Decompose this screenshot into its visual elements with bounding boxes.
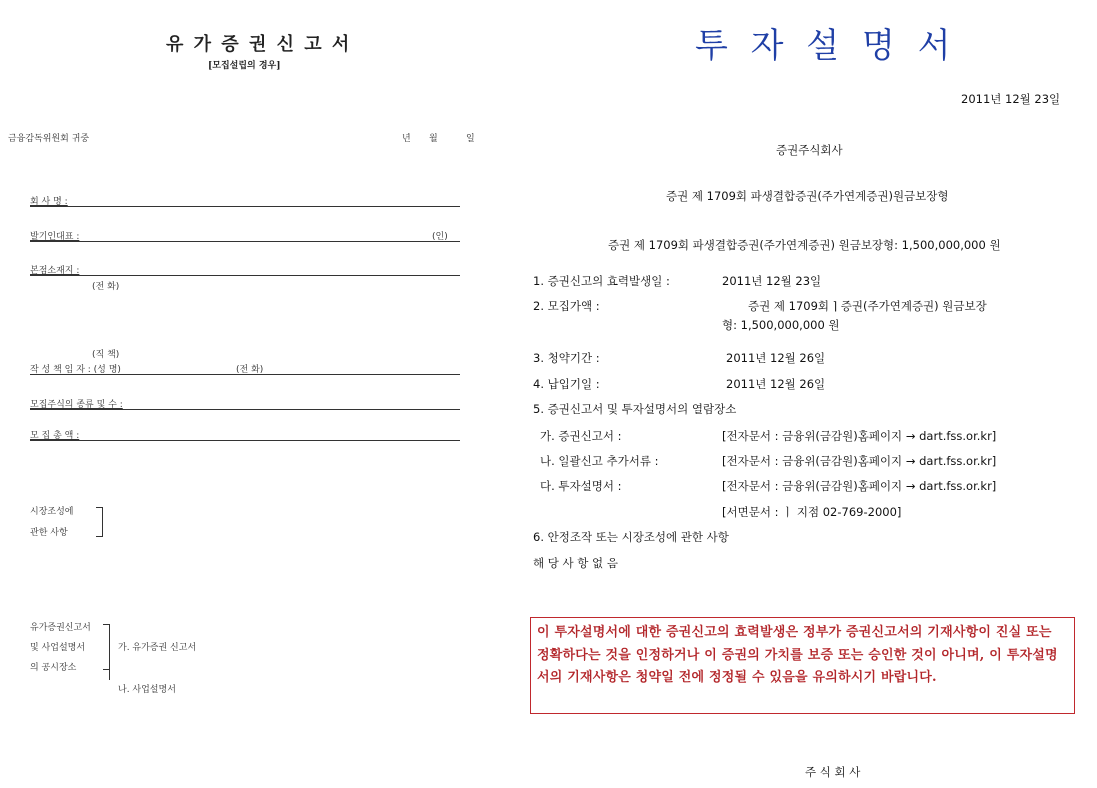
market-making-line2: 관한 사항 (30, 528, 68, 538)
place-a-value: [전자문서 : 금융위(금감원)홈페이지 → dart.fss.or.kr] (722, 429, 997, 443)
footer-company: 주 식 회 사 (805, 765, 861, 779)
disclosure-item-a: 가. 유가증권 신고서 (118, 643, 197, 653)
item-1-label: 1. 증권신고의 효력발생일 : (533, 274, 670, 288)
company-name-label: 회 사 명 : (30, 197, 68, 207)
item-2-label: 2. 모집가액 : (533, 299, 600, 313)
disclosure-item-b: 나. 사업설명서 (118, 685, 176, 695)
place-c-label: 다. 투자설명서 : (540, 479, 622, 493)
item-3-label: 3. 청약기간 : (533, 351, 600, 365)
item-2-value: 증권 제 1709회 ⌉ 증권(주가연계증권) 원금보장 (748, 299, 987, 313)
stock-type-label: 모집주식의 종류 및 수 : (30, 400, 123, 410)
total-amount-label: 모 집 총 액 : (30, 431, 80, 441)
legal-notice-text: 이 투자설명서에 대한 증권신고의 효력발생은 정부가 증권신고서의 기재사항이 진실 또는 정확하다는 것을 인정하거나 이 증권의 가치를 보증 또는 승인한 것이 아니며, 이 투자설명서의 기재사항은 청약일 전에 정정될 수 있음을 유의하시기 바랍니다. (537, 625, 1058, 685)
market-making-line1: 시장조성에 (30, 507, 74, 517)
legal-notice-box (530, 617, 1075, 714)
disclosure-line1: 유가증권신고서 (30, 623, 91, 633)
total-amount-line (30, 440, 460, 441)
seal-mark: (인) (432, 232, 448, 242)
form-date-month: 월 (429, 134, 438, 144)
disclosure-line2: 및 사업설명서 (30, 643, 86, 653)
item-4-label: 4. 납입기일 : (533, 377, 600, 391)
disclosure-items-bracket (109, 644, 115, 680)
place-b-value: [전자문서 : 금융위(금감원)홈페이지 → dart.fss.or.kr] (722, 454, 997, 468)
item-3-value: 2011년 12월 26일 (726, 351, 826, 365)
product-name: 증권 제 1709회 파생결합증권(주가연계증권)원금보장형 (666, 189, 949, 203)
form-recipient: 금융감독위원회 귀중 (8, 134, 90, 144)
item-6-label: 6. 안정조작 또는 시장조성에 관한 사항 (533, 530, 729, 544)
preparer-phone: (전 화) (236, 365, 264, 375)
company-name-line (30, 206, 460, 207)
product-amount: 증권 제 1709회 파생결합증권(주가연계증권) 원금보장형: 1,500,000,000 원 (608, 238, 1001, 252)
preparer-title-label: (직 책) (92, 350, 120, 360)
disclosure-line3: 의 공시장소 (30, 663, 77, 673)
item-6-value: 해 당 사 항 없 음 (533, 556, 618, 570)
preparer-line (30, 374, 460, 375)
market-making-bracket (96, 507, 103, 537)
item-5-label: 5. 증권신고서 및 투자설명서의 열람장소 (533, 402, 737, 416)
item-2-value-cont: 형: 1,500,000,000 원 (722, 318, 840, 332)
form-date-day: 일 (466, 134, 475, 144)
stock-type-line (30, 409, 460, 410)
place-b-label: 나. 일괄신고 추가서류 : (540, 454, 659, 468)
representative-label: 발기인대표 : (30, 232, 80, 242)
prospectus-date: 2011년 12월 23일 (961, 92, 1061, 106)
place-a-label: 가. 증권신고서 : (540, 429, 622, 443)
form-subtitle: [모집설립의 경우] (208, 61, 281, 71)
issuer-company: 증권주식회사 (776, 143, 843, 157)
item-1-value: 2011년 12월 23일 (722, 274, 822, 288)
preparer-label: 작 성 책 임 자 : (성 명) (30, 365, 121, 375)
place-c-value: [전자문서 : 금융위(금감원)홈페이지 → dart.fss.or.kr] (722, 479, 997, 493)
form-title: 유 가 증 권 신 고 서 (166, 34, 352, 55)
representative-line (30, 241, 460, 242)
head-office-phone: (전 화) (92, 282, 120, 292)
head-office-label: 본점소재지 : (30, 266, 80, 276)
prospectus-title: 투 자 설 명 서 (695, 26, 957, 66)
form-date-year: 년 (402, 134, 411, 144)
item-4-value: 2011년 12월 26일 (726, 377, 826, 391)
head-office-line (30, 275, 460, 276)
paper-doc-value: [서면문서 : ㅣ 지점 02-769-2000] (722, 505, 902, 519)
